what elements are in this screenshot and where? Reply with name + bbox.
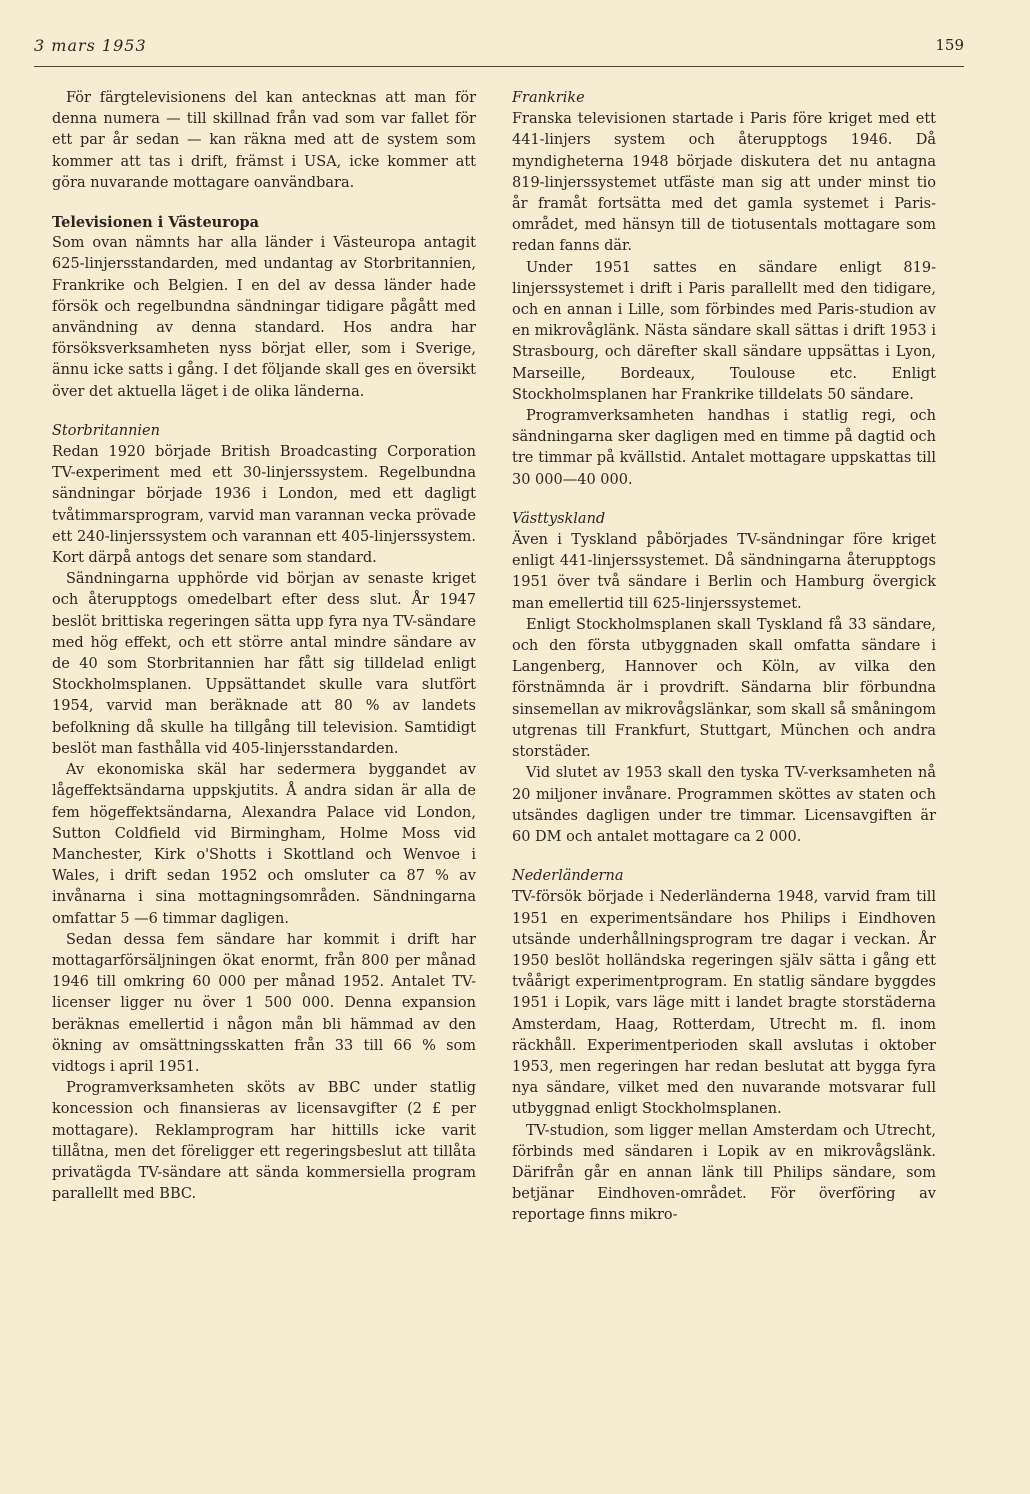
paragraph: Även i Tyskland påbörjades TV-sändningar före kriget enligt 441-linjerssystemet. Då sändningarna återupptogs 1951 över två sändare i Berlin och Hamburg övergick man emellertid till 625-linjerssystemet.	[512, 532, 936, 612]
paragraph: Av ekonomiska skäl har sedermera byggandet av lågeffektsändarna uppskjutits. Å andra sidan är alla de fem högeffektsändarna, Alexandra Palace vid London, Sutton Coldfield vid Birmingham, Holme Moss vid Manchester, Kirk o'Shotts i Skottland och Wenvoe i Wales, i drift sedan 1952 och omsluter ca 87 % av invånarna i sina mottagningsområden. Sändningarna omfattar 5 —6 timmar dagligen.	[52, 762, 476, 927]
section-heading-storbritannien: Storbritannien	[52, 422, 160, 439]
page-header	[34, 36, 964, 64]
section-heading-vasteuropa: Televisionen i Västeuropa	[52, 214, 260, 232]
right-column	[512, 88, 936, 1227]
section-heading-frankrike: Frankrike	[512, 90, 585, 106]
paragraph: Som ovan nämnts har alla länder i Västeuropa antagit 625-linjersstandarden, med undantag av Storbritannien, Frankrike och Belgien. I en del av dessa länder hade försök och regelbundna sändningar tidigare pågått med användning av denna standard. Hos andra har försöksverksamheten nyss börjat eller, som i Sverige, ännu icke satts i gång. I det följande skall ges en översikt över det aktuella läget i de olika länderna.	[52, 235, 476, 400]
paragraph: TV-studion, som ligger mellan Amsterdam och Utrecht, förbinds med sändaren i Lopik av en mikrovågslänk. Därifrån går en annan länk till Philips sändare, som betjänar Eindhoven-området. För överföring av reportage finns mikro-	[512, 1122, 936, 1224]
paragraph: Sedan dessa fem sändare har kommit i drift har mottagarförsäljningen ökat enormt, från 800 per månad 1946 till omkring 60 000 per månad 1952. Antalet TV-licenser ligger nu över 1 500 000. Denna expansion beräknas emellertid i någon mån bli hämmad av den ökning av omsättningsskatten från 33 till 66 % som vidtogs i april 1951.	[52, 931, 476, 1075]
header-date: 3 mars 1953	[34, 36, 147, 55]
paragraph: Under 1951 sattes en sändare enligt 819-linjerssystemet i drift i Paris parallellt med den tidigare, och en annan i Lille, som förbindes med Paris-studion av en mikrovåglänk. Nästa sändare skall sättas i drift 1953 i Strasbourg, och därefter skall sändare uppsättas i Lyon, Marseille, Bordeaux, Toulouse etc. Enligt Stockholmsplanen har Frankrike tilldelats 50 sändare.	[512, 259, 936, 403]
paragraph: Enligt Stockholmsplanen skall Tyskland få 33 sändare, och den första utbyggnaden skall omfatta sändare i Langenberg, Hannover och Köln, av vilka den förstnämnda är i provdrift. Sändarna blir förbundna sinsemellan av mikrovågslänkar, som skall så småningom utgrenas till Frankfurt, Stuttgart, München och andra storstäder.	[512, 616, 936, 761]
paragraph: Vid slutet av 1953 skall den tyska TV-verksamheten nå 20 miljoner invånare. Programmen sköttes av staten och utsändes dagligen under tre timmar. Licensavgiften är 60 DM och antalet mottagare ca 2 000.	[512, 765, 936, 845]
header-rule	[34, 66, 964, 67]
intro-paragraph: För färgtelevisionens del kan antecknas att man för denna numera — till skillnad från vad som var fallet för ett par år sedan — kan räkna med att de system som kommer att tas i drift, främst i USA, icke kommer att göra nuvarande mottagare oanvändbara.	[52, 90, 476, 191]
left-column	[52, 88, 476, 1205]
paragraph: Programverksamheten handhas i statlig regi, och sändningarna sker dagligen med en timme på dagtid och tre timmar på kvällstid. Antalet mottagare uppskattas till 30 000—40 000.	[512, 408, 936, 488]
paragraph: Sändningarna upphörde vid början av senaste kriget och återupptogs omedelbart efter dess slut. År 1947 beslöt brittiska regeringen sätta upp fyra nya TV-sändare med hög effekt, och ett större antal mindre sändare av de 40 som Storbritannien har fått sig tilldelad enligt Stockholmsplanen. Uppsättandet skulle vara slutfört 1954, varvid man beräknade att 80 % av landets befolkning då skulle ha tillgång till television. Samtidigt beslöt man fasthålla vid 405-linjersstandarden.	[52, 571, 476, 757]
paragraph: Redan 1920 började British Broadcasting Corporation TV-experiment med ett 30-linjerssystem. Regelbundna sändningar började 1936 i London, med ett dagligt tvåtimmarsprogram, varvid man varannan vecka prövade ett 240-linjerssystem och varannan ett 405-linjerssystem. Kort därpå antogs det senare som standard.	[52, 444, 476, 567]
paragraph: Franska televisionen startade i Paris före kriget med ett 441-linjers system och återupptogs 1946. Då myndigheterna 1948 började diskutera det nu antagna 819-linjerssystemet utfäste man sig att under minst tio år framåt fortsätta med det gamla systemet i Paris-området, med hänsyn till de tiotusentals mottagare som redan fanns där.	[512, 111, 936, 255]
paragraph: Programverksamheten sköts av BBC under statlig koncession och finansieras av licensavgifter (2 £ per mottagare). Reklamprogram har hittills icke varit tillåtna, men det föreligger ett regeringsbeslut att tillåta privatägda TV-sändare att sända kommersiella program parallellt med BBC.	[52, 1080, 476, 1203]
section-heading-nederlanderna: Nederländerna	[512, 868, 624, 885]
section-heading-vasttyskland: Västtyskland	[512, 510, 606, 527]
page-number: 159	[935, 36, 964, 54]
paragraph: TV-försök började i Nederländerna 1948, varvid fram till 1951 en experimentsändare hos Philips i Eindhoven utsände underhållningsprogram tre dagar i veckan. År 1950 beslöt holländska regeringen själv sätta i gång ett tvåårigt experimentprogram. En statlig sändare byggdes 1951 i Lopik, vars läge mitt i landet bragte storstäderna Amsterdam, Haag, Rotterdam, Utrecht m. fl. inom räckhåll. Experimentperioden skall avslutas i oktober 1953, men regeringen har redan beslutat att bygga fyra nya sändare, vilket med den nuvarande motsvarar full utbyggnad enligt Stockholmsplanen.	[512, 889, 936, 1118]
